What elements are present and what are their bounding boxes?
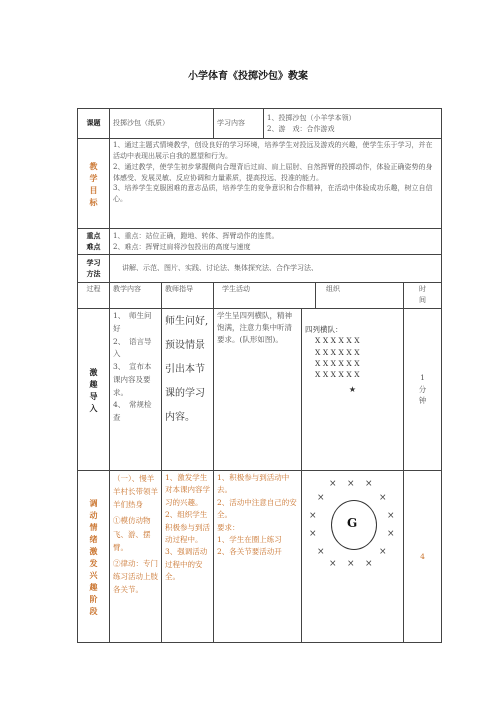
stage1-label-char: 导 <box>89 390 98 401</box>
student-mark: × <box>347 559 355 569</box>
stage2-content-item: ②律动：专门练习活动上肢各关节。 <box>113 558 158 594</box>
stage2-label-char: 调 <box>89 497 98 508</box>
stage1-label <box>78 309 110 471</box>
student-mark: × <box>379 493 387 503</box>
stage2-activity-item: 要求： <box>217 522 240 532</box>
key-label-line: 难点 <box>86 241 101 251</box>
stage2-guide-item: 1、激发学生对本课内容学习的兴趣。 <box>165 473 210 507</box>
stage2-guide-item: 2、组织学生积极参与到活动过程中。 <box>165 510 210 544</box>
stage2-label-char: 阶 <box>89 593 98 604</box>
stage1-time-line: 钟 <box>418 396 427 406</box>
stage1-content-item: 4、 常规检查 <box>113 400 152 422</box>
stage2-activity-item: 2、各关节要活动开 <box>217 547 282 557</box>
student-mark: × <box>309 529 317 539</box>
header-time <box>404 283 442 309</box>
stage2-activity-item: 1、积极参与到活动中去。 <box>217 473 290 495</box>
stage2-label-char: 激 <box>89 545 98 556</box>
formation-row: XXXXXX <box>315 370 363 379</box>
header-process: 过程 <box>78 283 110 309</box>
key-item: 2、难点：挥臂过肩将沙包投出的高度与速度 <box>113 242 251 251</box>
stage2-label-char: 动 <box>89 509 98 520</box>
stage2-label-char: 情 <box>89 521 98 532</box>
student-mark: × <box>309 511 317 521</box>
circle-center-marker: G <box>347 516 358 530</box>
stage1-label-char: 趣 <box>89 378 98 389</box>
header-time-line: 时 <box>419 285 426 293</box>
stage2-label-char: 趣 <box>89 581 98 592</box>
stage2-content-item: ①模仿动物 <box>113 516 151 526</box>
stage2-content-item: （一）、慢羊羊村长带领羊羊们热身 <box>113 474 158 510</box>
header-time-line: 间 <box>419 295 426 304</box>
formation-row: XXXXXX <box>315 347 363 357</box>
stage1-activity: 学生呈四列横队，精神饱满，注意力集中听清要求。(队形如图)。 <box>214 309 302 471</box>
student-mark: × <box>379 547 387 557</box>
stage1-content-item: 2、 语言导入 <box>113 336 152 359</box>
key-text <box>110 229 442 255</box>
topic-value: 投掷沙包（纸质） <box>110 109 214 139</box>
stage1-label-char: 入 <box>89 402 98 413</box>
student-mark: × <box>365 559 373 569</box>
formation-row: XXXXXX <box>315 358 363 368</box>
goals-text <box>110 139 442 229</box>
stage2-label-char: 绪 <box>89 533 98 544</box>
stage1-time-line: 1 <box>420 373 425 383</box>
header-organize: 组织 <box>316 283 404 309</box>
formation-row: XXXXXX <box>315 336 363 346</box>
student-mark: × <box>329 479 337 489</box>
stage2-guide-item: 3、强调活动过程中的安全。 <box>165 547 208 581</box>
stage1-formation <box>302 309 404 471</box>
stage1-content <box>110 309 162 471</box>
key-item: 1、重点：站位正确，蹬地、转体、挥臂动作的连贯。 <box>113 231 279 240</box>
key-label-line: 重点 <box>86 230 101 240</box>
stage2-label-char: 发 <box>89 557 98 568</box>
method-label-line: 学习 <box>86 257 101 267</box>
student-mark: × <box>347 479 355 489</box>
page-title: 小学体育《投掷沙包》教案 <box>188 71 308 82</box>
goal-item: 2、通过教学，使学生初步掌握侧向合理背后过肩、肩上屈肘、自然挥臂的投掷动作，体验正确姿势的身体感受、发展灵敏、反应协调和力量素质，提高投远、投准的能力。 <box>113 162 433 182</box>
goal-item: 1、通过主题式情境教学，创设良好的学习环境，培养学生对投远及游戏的兴趣，使学生乐于学习，并在活动中表现出展示自我的愿望和行为。 <box>113 141 433 160</box>
goals-label-char: 目 <box>89 184 98 195</box>
stage2-guide <box>162 471 214 643</box>
content-line: 1、投掷沙包（小羊学本领） <box>267 113 356 122</box>
stage2-label-char: 兴 <box>89 569 98 580</box>
formation-title: 四列横队： <box>305 325 343 334</box>
stage2-label-char: 段 <box>89 605 98 616</box>
lesson-plan-table <box>77 108 442 643</box>
stage2-content-item: 飞、游、摆臂。 <box>113 529 151 552</box>
circle-formation-diagram <box>305 476 401 572</box>
stage2-activity <box>214 471 302 643</box>
content-label: 学习内容 <box>214 109 264 139</box>
content-line: 2、游 戏：合作游戏 <box>267 124 335 133</box>
content-lines <box>264 109 442 139</box>
teacher-star-icon: ★ <box>348 385 357 395</box>
header-guide: 教师指导 <box>162 283 214 309</box>
stage1-guide-line: 引出本节 <box>165 364 205 375</box>
topic-label: 课题 <box>78 109 110 139</box>
student-mark: × <box>317 493 325 503</box>
stage2-time: 4 <box>404 471 442 643</box>
stage1-guide <box>162 309 214 471</box>
goals-label-char: 学 <box>89 172 98 183</box>
student-mark: × <box>387 529 395 539</box>
stage2-activity-item: 1、学生在圈上练习 <box>217 534 282 544</box>
stage1-guide-line: 预设情景 <box>165 340 205 351</box>
stage1-guide-line: 内容。 <box>165 412 195 423</box>
stage1-content-item: 3、 宣布本课内容及要求。 <box>113 362 152 397</box>
goal-item: 3、培养学生克服困难的意志品质，培养学生的竞争意识和合作精神，在活动中体验成功乐趣，树立自信心。 <box>113 184 433 204</box>
stage1-content-item: 1、 师生问好 <box>113 311 152 333</box>
method-text: 讲解、示范、图片、实践、讨论法、集体探究法、合作学习法、 <box>110 255 442 283</box>
goals-label-char: 标 <box>89 196 98 207</box>
stage1-guide-line: 课的学习 <box>165 388 205 399</box>
header-content: 教学内容 <box>110 283 162 309</box>
stage1-time <box>404 309 442 471</box>
student-mark: × <box>317 547 325 557</box>
stage1-label-char: 激 <box>89 366 98 377</box>
goals-label-char: 教 <box>89 160 98 171</box>
header-activity: 学生活动 <box>214 283 316 309</box>
student-mark: × <box>329 559 337 569</box>
stage1-time-line: 分 <box>418 384 427 394</box>
stage2-activity-item: 2、活动中注意自己的安全。 <box>217 497 297 520</box>
stage1-guide-line: 师生问好, <box>165 316 209 327</box>
student-mark: × <box>387 511 395 521</box>
stage2-formation <box>302 471 404 643</box>
goals-label <box>78 139 110 229</box>
method-label <box>78 255 110 283</box>
method-label-line: 方法 <box>86 268 101 278</box>
student-mark: × <box>365 479 373 489</box>
stage2-label <box>78 471 110 643</box>
stage2-content <box>110 471 162 643</box>
key-label <box>78 229 110 255</box>
